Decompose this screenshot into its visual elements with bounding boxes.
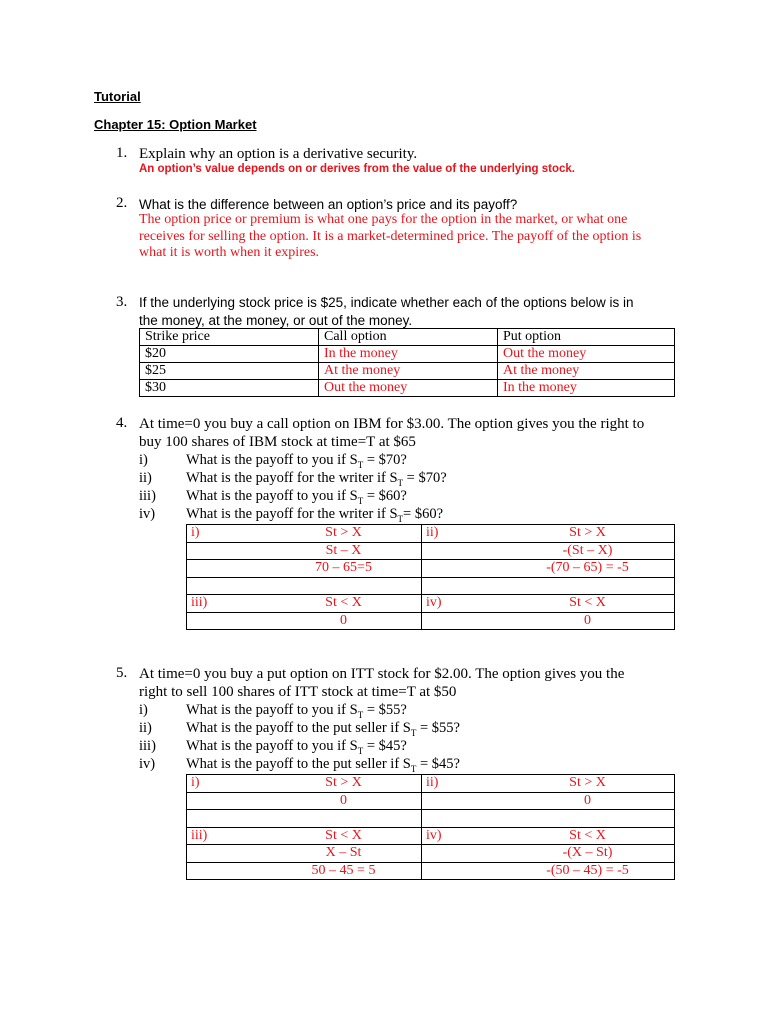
table-row — [187, 827, 675, 845]
subquestion-text: What is the payoff for the writer if $S_T=$ $60? — [186, 506, 444, 524]
table-row — [187, 542, 675, 560]
table-row — [187, 810, 675, 828]
case-label: i) — [187, 775, 267, 793]
case-label — [187, 845, 267, 863]
subquestion-text: What is the payoff to you if $S_T$ = $45? — [186, 738, 407, 756]
case-label — [187, 810, 267, 828]
payoff-cell: 50 – 45 = 5 — [266, 862, 422, 880]
subquestion — [139, 451, 679, 469]
payoff-cell: 0 — [266, 792, 422, 810]
subquestion-number: iv) — [139, 756, 156, 772]
answer-line: The option price or premium is what one pays for the option in the market, or what one — [139, 212, 628, 227]
question-2-text: What is the difference between an option’s price and its payoff? — [139, 197, 518, 212]
payoff-cell: 0 — [501, 612, 675, 630]
payoff-cell: St > X — [501, 775, 675, 793]
put-cell: Out the money — [498, 346, 675, 363]
subquestion — [139, 505, 679, 523]
payoff-cell: St < X — [501, 595, 675, 613]
case-label: ii) — [422, 775, 502, 793]
case-label — [187, 612, 267, 630]
case-label — [422, 577, 502, 595]
subquestion-text: What is the payoff to you if $S_T$ = $60? — [186, 488, 407, 506]
payoff-cell: X – St — [266, 845, 422, 863]
question-line: At time=0 you buy a put option on ITT stock for $2.00. The option gives you the — [139, 666, 625, 682]
put-cell: In the money — [498, 380, 675, 397]
subquestion — [139, 719, 679, 737]
question-line: the money, at the money, or out of the money. — [139, 313, 413, 328]
answer-line: receives for selling the option. It is a market-determined price. The payoff of the option is — [139, 228, 642, 244]
table-row — [140, 346, 675, 363]
subquestion-number: i) — [139, 702, 148, 718]
case-label — [187, 577, 267, 595]
table-row — [187, 595, 675, 613]
table-row — [187, 525, 675, 543]
table-row — [140, 363, 675, 380]
payoff-cell: -(70 – 65) = -5 — [501, 560, 675, 578]
payoff-cell: St > X — [266, 775, 422, 793]
payoff-cell: St < X — [501, 827, 675, 845]
payoff-cell: -(St – X) — [501, 542, 675, 560]
question-2-number: 2. — [116, 195, 128, 211]
payoff-cell: 0 — [266, 612, 422, 630]
question-1-answer: An option’s value depends on or derives from the value of the underlying stock. — [139, 163, 576, 175]
subquestion-number: ii) — [139, 720, 152, 736]
subquestion-number: iii) — [139, 488, 156, 504]
payoff-cell: St < X — [266, 827, 422, 845]
table-row — [187, 560, 675, 578]
table-row — [140, 380, 675, 397]
case-label: iii) — [187, 595, 267, 613]
strike-cell: $20 — [140, 346, 319, 363]
case-label — [187, 560, 267, 578]
document-title: Tutorial — [94, 89, 141, 104]
header-put: Put option — [498, 329, 675, 346]
question-line: buy 100 shares of IBM stock at time=T at $65 — [139, 434, 416, 450]
table-row — [187, 845, 675, 863]
subquestion — [139, 755, 679, 773]
question-4-subquestions — [139, 451, 679, 523]
question-1-number: 1. — [116, 145, 128, 161]
case-label — [187, 862, 267, 880]
subquestion — [139, 737, 679, 755]
call-cell: Out the money — [319, 380, 498, 397]
subquestion-text: What is the payoff to you if $S_T$ = $55? — [186, 702, 407, 720]
payoff-cell: St < X — [266, 595, 422, 613]
case-label — [422, 560, 502, 578]
subquestion-text: What is the payoff to the put seller if $S_T$ = $45? — [186, 756, 460, 774]
strike-cell: $25 — [140, 363, 319, 380]
question-2-answer — [139, 212, 641, 262]
subquestion-text: What is the payoff to the put seller if $S_T$ = $55? — [186, 720, 460, 738]
case-label — [422, 542, 502, 560]
call-payoff-table — [186, 524, 675, 630]
header-strike: Strike price — [140, 329, 319, 346]
case-label — [422, 792, 502, 810]
table-row — [187, 775, 675, 793]
question-5-number: 5. — [116, 665, 128, 681]
subquestion-number: i) — [139, 452, 148, 468]
call-cell: At the money — [319, 363, 498, 380]
payoff-cell: St > X — [501, 525, 675, 543]
subquestion-number: iv) — [139, 506, 156, 522]
subquestion-number: iii) — [139, 738, 156, 754]
question-4-text — [139, 415, 644, 451]
case-label — [187, 792, 267, 810]
payoff-cell: 0 — [501, 792, 675, 810]
payoff-cell — [266, 577, 422, 595]
case-label — [422, 810, 502, 828]
payoff-cell — [501, 810, 675, 828]
case-label — [422, 845, 502, 863]
table-row — [187, 612, 675, 630]
call-cell: In the money — [319, 346, 498, 363]
question-line: If the underlying stock price is $25, indicate whether each of the options below is in — [139, 295, 634, 310]
question-line: At time=0 you buy a call option on IBM for $3.00. The option gives you the right to — [139, 416, 645, 432]
question-4-number: 4. — [116, 415, 128, 431]
table-header-row — [140, 329, 675, 346]
question-line: right to sell 100 shares of ITT stock at time=T at $50 — [139, 684, 457, 700]
table-row — [187, 577, 675, 595]
question-5-subquestions — [139, 701, 679, 773]
payoff-cell: St > X — [266, 525, 422, 543]
subquestion — [139, 487, 679, 505]
question-5-text — [139, 665, 624, 701]
payoff-cell — [266, 810, 422, 828]
payoff-cell: St – X — [266, 542, 422, 560]
subquestion — [139, 701, 679, 719]
question-3-text — [139, 294, 634, 330]
put-cell: At the money — [498, 363, 675, 380]
table-row — [187, 792, 675, 810]
question-3-number: 3. — [116, 294, 128, 310]
subquestion-text: What is the payoff for the writer if $S_T$ = $70? — [186, 470, 447, 488]
payoff-cell: -(50 – 45) = -5 — [501, 862, 675, 880]
chapter-title: Chapter 15: Option Market — [94, 117, 257, 132]
subquestion-number: ii) — [139, 470, 152, 486]
payoff-cell: -(X – St) — [501, 845, 675, 863]
put-payoff-table — [186, 774, 675, 880]
case-label: iv) — [422, 595, 502, 613]
case-label: iii) — [187, 827, 267, 845]
payoff-cell — [501, 577, 675, 595]
strike-cell: $30 — [140, 380, 319, 397]
subquestion — [139, 469, 679, 487]
case-label — [187, 542, 267, 560]
case-label: iv) — [422, 827, 502, 845]
case-label — [422, 612, 502, 630]
answer-line: what it is worth when it expires. — [139, 245, 320, 260]
header-call: Call option — [319, 329, 498, 346]
case-label: ii) — [422, 525, 502, 543]
question-1-text: Explain why an option is a derivative security. — [139, 146, 418, 162]
subquestion-text: What is the payoff to you if $S_T$ = $70? — [186, 452, 407, 470]
case-label — [422, 862, 502, 880]
table-row — [187, 862, 675, 880]
payoff-cell: 70 – 65=5 — [266, 560, 422, 578]
case-label: i) — [187, 525, 267, 543]
moneyness-table — [139, 328, 675, 397]
